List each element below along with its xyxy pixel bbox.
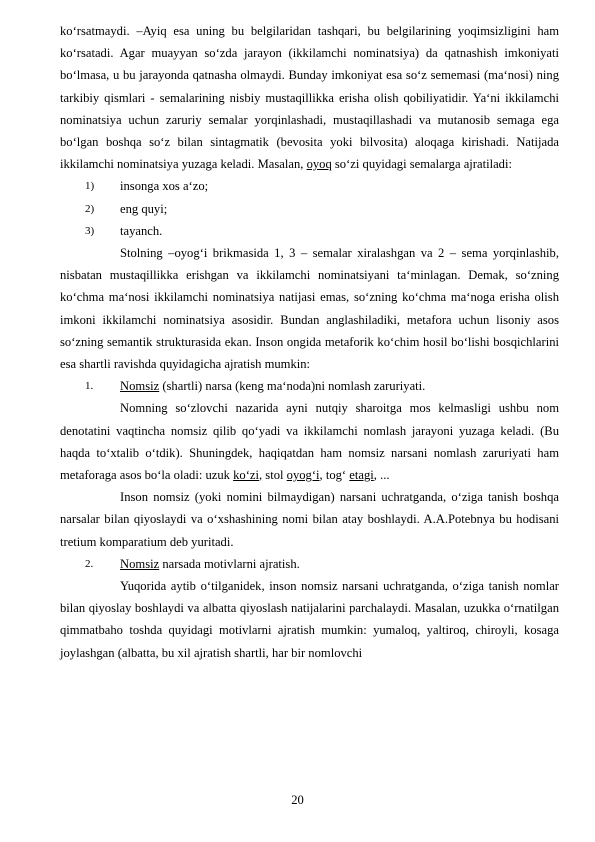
list-item: 3) tayanch. <box>85 223 163 238</box>
page-number: 20 <box>291 793 304 807</box>
paragraph-4: Inson nomsiz (yoki nomini bilmaydigan) narsani uchratganda, o‘ziga tanish boshqa narsalar bilan qiyoslaydi va o‘xshashining nomi bilan atay boshlaydi. A.A.Potebnya bu hodisani tretium komparatium deb yuritadi. <box>60 490 559 549</box>
document-page <box>60 20 559 664</box>
numbered-item-1: 1. Nomsiz (shartli) narsa (keng ma‘noda)ni nomlash zaruriyati. <box>85 379 426 394</box>
example-word-oyogi: oyog‘i <box>286 468 320 483</box>
list-item: 2) eng quyi; <box>85 201 168 216</box>
example-word-etagi: etagi <box>349 468 374 483</box>
example-word-kozi: ko‘zi <box>233 468 259 483</box>
paragraph-3: Nomning so‘zlovchi nazarida ayni nutqiy sharoitga mos kelmasligi ushbu nom denotatini vaqtincha nomsiz qilib qo‘yadi va ikkilamchi nomlash jarayoni yuzaga keladi. (Bu haqda to‘xtalib o‘tdik). Shuningdek, haqiqatdan ham nomsiz narsani nomlash zaruriyati ham metaforaga asos bo‘la oladi: uzuk ko‘zi, stol oyog‘i, tog‘ etagi, ... <box>60 401 559 483</box>
paragraph-2: Stolning ‒oyog‘i brikmasida 1, 3 – semalar xiralashgan va 2 – sema yorqinlashib, nisbatan mustaqillikka erishgan va ikkilamchi nominatsiyani ta‘minlagan. Demak, so‘zning ko‘chma ma‘nosi ikkilamchi nominatsiya natijasi emas, so‘zning ko‘chma ma‘noga erisha olish imkoni ikkilamchi nominatsiya asosidir. Bundan anglashiladiki, metafora uchun lisoniy asos so‘zning semantik strukturasida ekan. Inson ongida metaforik ko‘chim hosil bo‘lishi bosqichlarini esa shartli ravishda quyidagicha ajratish mumkin: <box>60 246 559 372</box>
paragraph-5: Yuqorida aytib o‘tilganidek, inson nomsiz narsani uchratganda, o‘ziga tanish nomlar bilan qiyoslay boshlaydi va albatta qiyoslash natijalarini parchalaydi. Masalan, uzukka o‘rnatilgan qimmatbaho toshda quyidagi motivlarni ajratish mumkin: yumaloq, yaltiroq, chiroyli, kosaga joylashgan (albatta, bu xil ajratish shartli, har bir nomlovchi <box>60 579 559 660</box>
term-nomsiz: Nomsiz <box>120 379 160 394</box>
paragraph-1: ko‘rsatmaydi. ‒Ayiq esa uning bu belgilaridan tashqari, bu belgilarining yoqimsizligini ham ko‘rsatadi. Agar muayyan so‘zda jarayon (ikkilamchi nominatsiya) da qatnashish imkoniyati bo‘lmasa, u bu jarayonda qatnasha olmaydi. Bunday imkoniyat esa so‘z sememasi (ma‘nosi) ning tarkibiy qismlari - semalarining nisbiy mustaqillikka erisha olish qobiliyatidir. Ya‘ni ikkilamchi nominatsiya uchun zaruriy semalar yorqinlashadi, mustaqillashadi va mutanosib semaga ega bo‘lgan boshqa so‘z bilan sintagmatik (bevosita yoki bilvosita) aloqaga kirishadi. Natijada ikkilamchi nominatsiya yuzaga keladi. Masalan, oyoq so‘zi quyidagi semalarga ajratiladi: <box>60 24 559 172</box>
term-nomsiz: Nomsiz <box>120 556 160 571</box>
numbered-item-2: 2. Nomsiz narsada motivlarni ajratish. <box>85 556 300 571</box>
list-item: 1) insonga xos a‘zo; <box>85 179 209 194</box>
example-word-oyoq: oyoq <box>306 157 332 172</box>
